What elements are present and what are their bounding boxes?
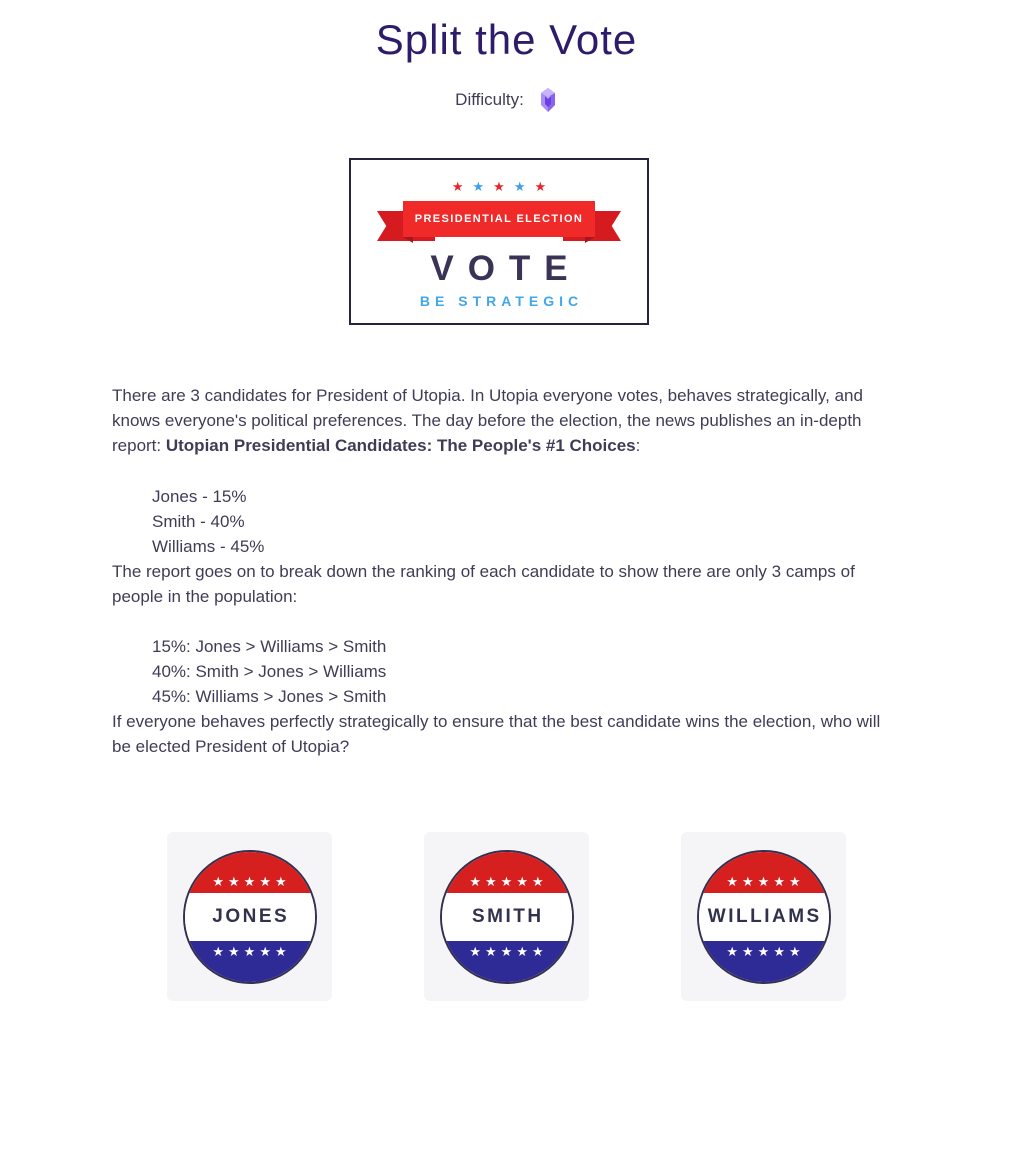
- badge-white-band: [442, 893, 572, 941]
- intro-paragraph: [112, 383, 884, 458]
- star-icon: ★: [451, 179, 464, 194]
- banner-tagline: BE STRATEGIC: [419, 293, 584, 309]
- campaign-badge-icon: [440, 850, 574, 984]
- badge-white-band: [185, 893, 315, 941]
- campaign-badge-icon: [697, 850, 831, 984]
- vote-headline: VOTE: [430, 249, 582, 288]
- candidate-name: JONES: [212, 905, 290, 927]
- badge-stars-top: ★★★★★: [469, 873, 548, 889]
- badge-red-band: [185, 852, 315, 893]
- first-choice-list: [112, 484, 884, 559]
- vote-banner-image: [349, 158, 649, 325]
- camp-ranking-list: [112, 634, 884, 709]
- difficulty-gem-icon: [538, 88, 558, 112]
- camps-paragraph: The report goes on to break down the ranking of each candidate to show there are only 3 camps of people in the population:: [112, 562, 855, 606]
- intro-suffix: :: [635, 436, 641, 455]
- difficulty-label: Difficulty:: [455, 90, 524, 109]
- badge-blue-band: [185, 941, 315, 982]
- candidate-name: WILLIAMS: [707, 905, 822, 927]
- banner-star-row: [452, 180, 546, 193]
- badge-blue-band: [699, 941, 829, 982]
- ribbon-band: [403, 201, 595, 237]
- answer-options-row: [0, 832, 1013, 1001]
- badge-stars-top: ★★★★★: [212, 873, 291, 889]
- answer-button-jones[interactable]: [167, 832, 332, 1001]
- star-icon: ★: [493, 179, 505, 194]
- badge-stars-bottom: ★★★★★: [726, 943, 805, 959]
- list-item: Smith - 40%: [152, 512, 245, 531]
- candidate-name: SMITH: [471, 905, 544, 927]
- badge-white-band: [699, 893, 829, 941]
- campaign-badge-icon: [183, 850, 317, 984]
- answer-button-smith[interactable]: [424, 832, 589, 1001]
- badge-red-band: [699, 852, 829, 893]
- list-item: Williams - 45%: [152, 537, 265, 556]
- star-icon: ★: [513, 179, 526, 194]
- intro-text: There are 3 candidates for President of Utopia. In Utopia everyone votes, behaves strategically, and knows everyone's political preferences. The day before the election, the news publishes an in-depth report:: [112, 386, 863, 455]
- badge-red-band: [442, 852, 572, 893]
- answer-button-williams[interactable]: [681, 832, 846, 1001]
- ribbon-text: PRESIDENTIAL ELECTION: [414, 213, 584, 225]
- question-paragraph: If everyone behaves perfectly strategically to ensure that the best candidate wins the election, who will be elected President of Utopia?: [112, 712, 881, 756]
- ribbon-banner: [377, 201, 621, 243]
- badge-stars-bottom: ★★★★★: [469, 943, 548, 959]
- badge-stars-top: ★★★★★: [726, 873, 805, 889]
- page-title: Split the Vote: [375, 16, 638, 63]
- badge-stars-bottom: ★★★★★: [212, 943, 291, 959]
- list-item: Jones - 15%: [152, 487, 247, 506]
- star-icon: ★: [534, 179, 547, 194]
- difficulty-row: [0, 88, 1013, 112]
- list-item: 40%: Smith > Jones > Williams: [152, 662, 387, 681]
- report-title: Utopian Presidential Candidates: The People's #1 Choices: [165, 436, 636, 455]
- list-item: 45%: Williams > Jones > Smith: [152, 687, 387, 706]
- star-icon: ★: [472, 179, 485, 194]
- badge-blue-band: [442, 941, 572, 982]
- list-item: 15%: Jones > Williams > Smith: [152, 637, 387, 656]
- puzzle-text: [112, 383, 884, 759]
